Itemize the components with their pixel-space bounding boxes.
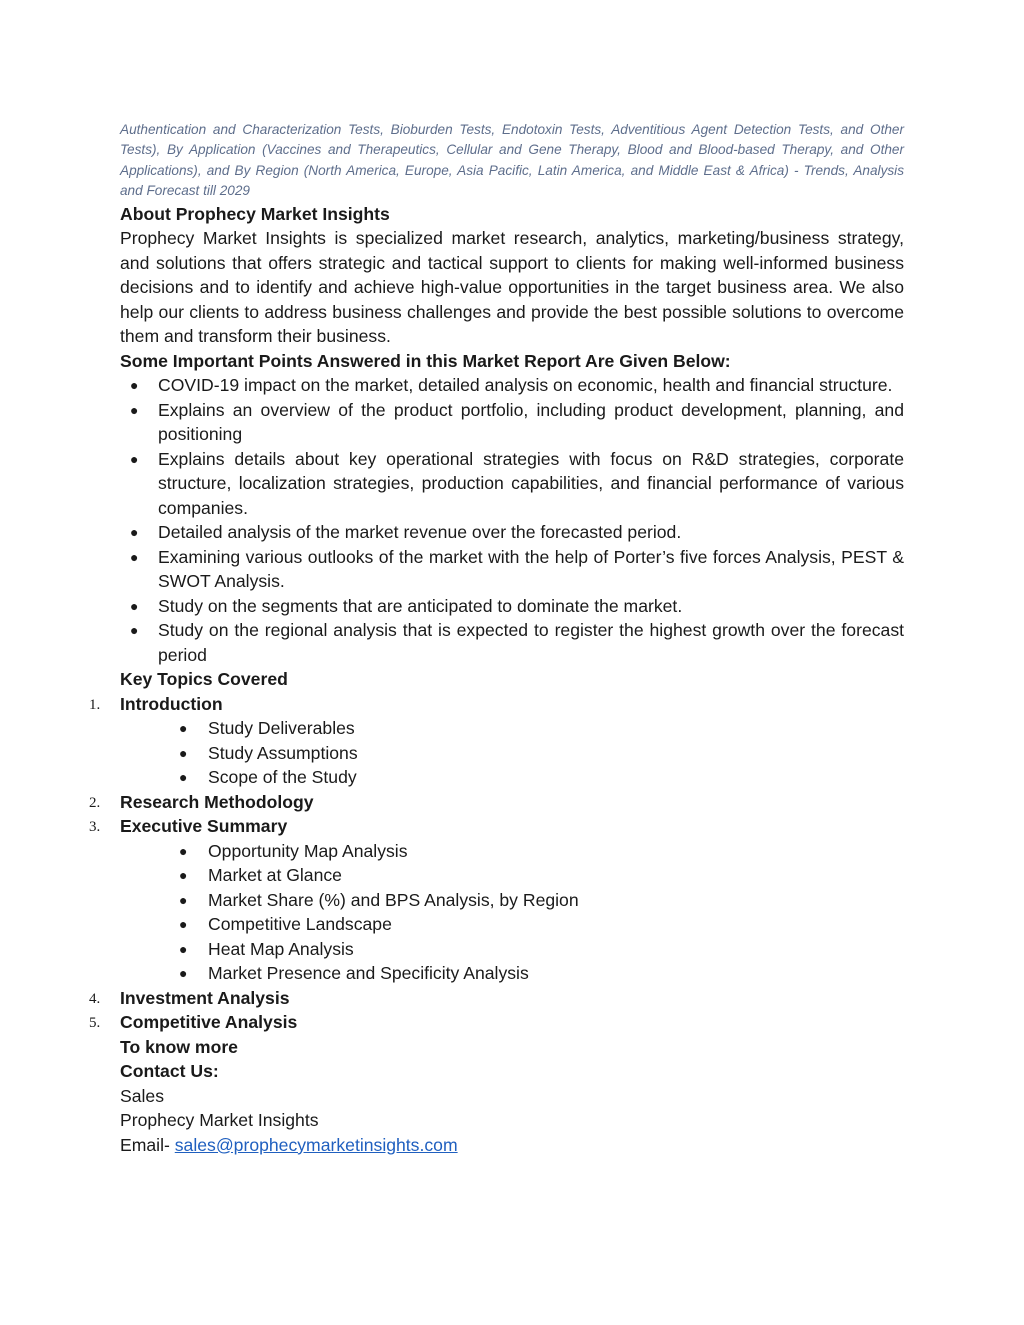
topic-number: 1. (89, 696, 101, 713)
bullet-icon: ● (179, 965, 188, 982)
bullet-icon: ● (179, 769, 188, 786)
topic-title: Research Methodology (120, 791, 314, 812)
contact-email-line (120, 1133, 904, 1158)
bullet-icon: ● (130, 524, 139, 541)
subtopic-text: Market at Glance (208, 865, 342, 886)
bullet-icon: ● (130, 622, 139, 639)
topic-number: 4. (89, 990, 101, 1007)
report-description: Authentication and Characterization Tests, Bioburden Tests, Endotoxin Tests, Adventitious Agent Detection Tests, and Other Tests), By Application (Vaccines and Therapeutics, Cellular and Gene Therapy, Blood and Blood-based Therapy, and Other Applications), and By Region (North America, Europe, Asia Pacific, Latin America, and Middle East & Africa) - Trends, Analysis and Forecast till 2029 (120, 122, 904, 199)
point-text: Explains details about key operational strategies with focus on R&D strategies, corporate structure, localization strategies, production capabilities, and financial performance of various companies. (158, 448, 904, 518)
points-list (120, 373, 904, 667)
topic-investment-analysis (89, 986, 904, 1011)
topic-title: Executive Summary (120, 816, 288, 837)
bullet-icon: ● (130, 377, 139, 394)
topics-heading: Key Topics Covered (120, 669, 288, 690)
bullet-icon: ● (179, 867, 188, 884)
email-link[interactable]: sales@prophecymarketinsights.com (174, 1134, 458, 1155)
list-item (120, 863, 904, 888)
list-item (120, 398, 904, 447)
subtopic-text: Market Presence and Specificity Analysis (208, 963, 529, 984)
subtopic-text: Heat Map Analysis (208, 938, 354, 959)
topic-executive-summary (89, 814, 904, 839)
list-item (120, 741, 904, 766)
list-item (120, 839, 904, 864)
subtopic-text: Market Share (%) and BPS Analysis, by Region (208, 889, 579, 910)
subtopic-text: Scope of the Study (208, 767, 357, 788)
about-paragraph: Prophecy Market Insights is specialized market research, analytics, marketing/business strategy, and solutions that offers strategic and tactical support to clients for making well-informed business decisions and to identify and achieve high-value opportunities in the target business area. We also help our clients to address business challenges and provide the best possible solutions to overcome them and transform their business. (120, 228, 904, 347)
subtopic-text: Competitive Landscape (208, 914, 392, 935)
list-item (120, 447, 904, 521)
point-text: Detailed analysis of the market revenue over the forecasted period. (158, 522, 682, 543)
subtopic-text: Study Deliverables (208, 718, 355, 739)
topic-introduction (89, 692, 904, 717)
bullet-icon: ● (179, 891, 188, 908)
list-item (120, 545, 904, 594)
contact-department: Sales (120, 1085, 165, 1106)
bullet-icon: ● (130, 450, 139, 467)
bullet-icon: ● (130, 401, 139, 418)
subtopic-text: Study Assumptions (208, 742, 358, 763)
bullet-icon: ● (179, 744, 188, 761)
point-text: Explains an overview of the product portfolio, including product development, planning, and positioning (158, 399, 904, 445)
point-text: COVID-19 impact on the market, detailed analysis on economic, health and financial structure. (158, 375, 893, 396)
topic-subitems (120, 716, 904, 790)
point-text: Study on the regional analysis that is expected to register the highest growth over the forecast period (158, 620, 904, 665)
topic-title: Investment Analysis (120, 987, 290, 1008)
list-item (120, 716, 904, 741)
topic-research-methodology (89, 790, 904, 815)
list-item (120, 765, 904, 790)
topic-competitive-analysis (89, 1010, 904, 1035)
know-more-heading: To know more (120, 1036, 238, 1057)
list-item (120, 594, 904, 619)
about-heading: About Prophecy Market Insights (120, 203, 390, 224)
document-page (89, 120, 904, 1157)
bullet-icon: ● (179, 916, 188, 933)
bullet-icon: ● (179, 720, 188, 737)
list-item (120, 618, 904, 667)
point-text: Examining various outlooks of the market with the help of Porter’s five forces Analysis, PEST & SWOT Analysis. (158, 546, 904, 592)
list-item (120, 912, 904, 937)
points-heading: Some Important Points Answered in this Market Report Are Given Below: (120, 350, 731, 371)
email-label: Email- (120, 1134, 170, 1155)
bullet-icon: ● (130, 597, 139, 614)
subtopic-text: Opportunity Map Analysis (208, 840, 408, 861)
topic-number: 5. (89, 1015, 101, 1032)
contact-heading: Contact Us: (120, 1061, 219, 1082)
topic-title: Introduction (120, 693, 223, 714)
bullet-icon: ● (179, 842, 188, 859)
document-body (89, 202, 904, 1158)
bullet-icon: ● (179, 940, 188, 957)
list-item (120, 888, 904, 913)
bullet-icon: ● (130, 548, 139, 565)
list-item (120, 937, 904, 962)
topic-title: Competitive Analysis (120, 1012, 298, 1033)
topic-number: 2. (89, 794, 101, 811)
list-item (120, 520, 904, 545)
list-item (120, 373, 904, 398)
contact-company: Prophecy Market Insights (120, 1110, 319, 1131)
list-item (120, 961, 904, 986)
point-text: Study on the segments that are anticipated to dominate the market. (158, 595, 683, 616)
topic-subitems (120, 839, 904, 986)
topic-number: 3. (89, 819, 101, 836)
